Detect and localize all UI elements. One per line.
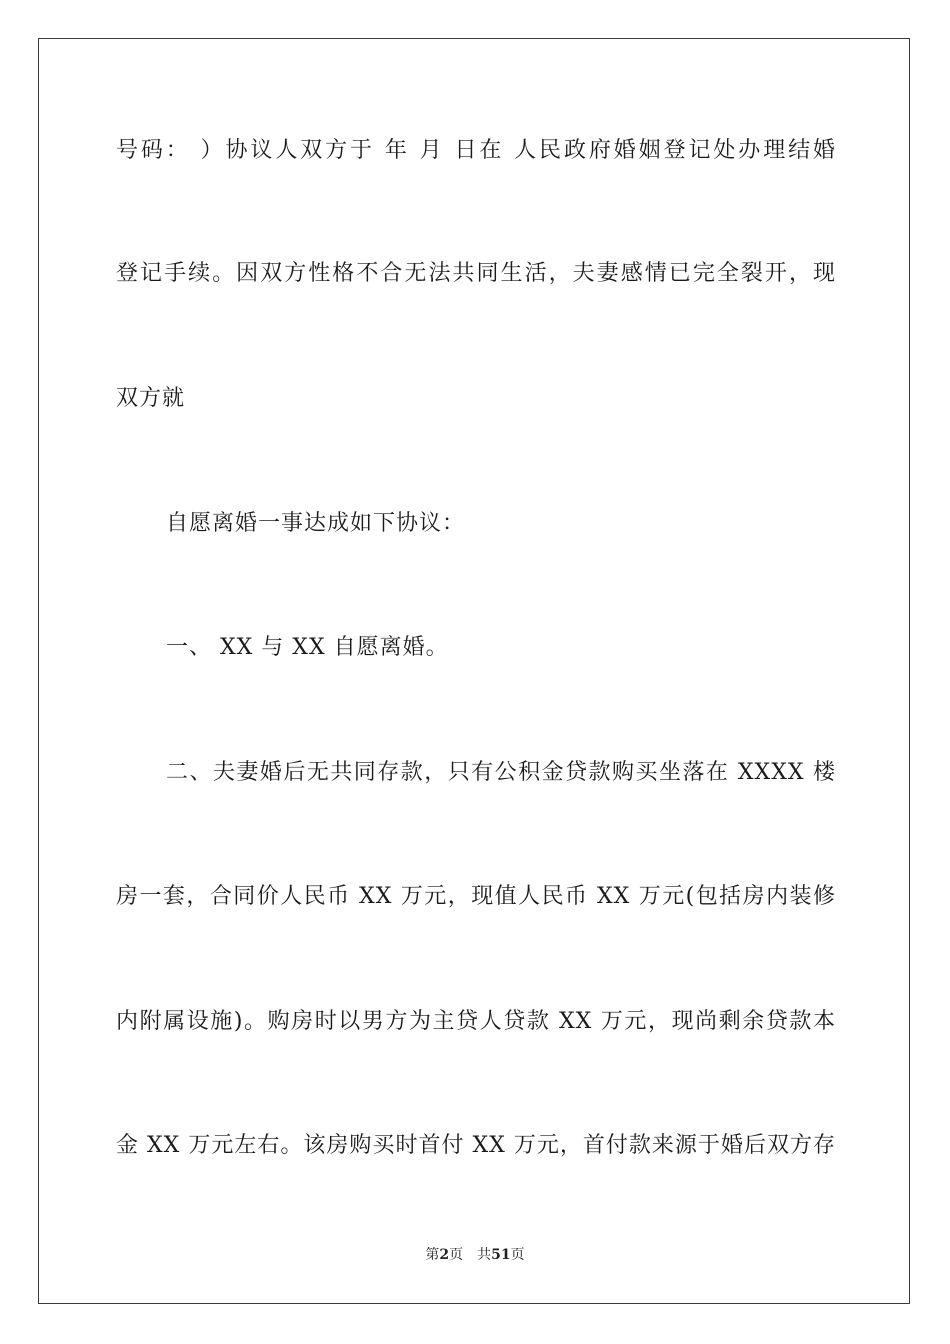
page-prefix: 第 (425, 1247, 440, 1263)
paragraph-line: 双方就 (116, 386, 186, 411)
page-number: 2 (439, 1247, 450, 1263)
page-footer (0, 1246, 950, 1264)
total-prefix: 共 (477, 1247, 492, 1263)
paragraph-line: 登记手续。因双方性格不合无法共同生活，夫妻感情已完全裂开，现 (116, 261, 836, 286)
paragraph-line: 房一套，合同价人民币 XX 万元，现值人民币 XX 万元(包括房内装修 (116, 884, 836, 909)
paragraph-line: 自愿离婚一事达成如下协议： (166, 511, 466, 536)
total-pages: 51 (491, 1247, 511, 1263)
total-suffix: 页 (510, 1247, 525, 1263)
paragraph-line: 内附属设施)。购房时以男方为主贷人贷款 XX 万元，现尚剩余贷款本 (116, 1009, 836, 1034)
page-suffix: 页 (449, 1247, 464, 1263)
paragraph-line: 金 XX 万元左右。该房购买时首付 XX 万元，首付款来源于婚后双方存 (116, 1133, 836, 1158)
paragraph-line: 号码： ）协议人双方于 年 月 日在 人民政府婚姻登记处办理结婚 (116, 138, 836, 163)
paragraph-line: 二、夫妻婚后无共同存款，只有公积金贷款购买坐落在 XXXX 楼 (166, 760, 836, 785)
page-border (38, 38, 910, 1304)
paragraph-line: 一、 XX 与 XX 自愿离婚。 (166, 635, 449, 660)
